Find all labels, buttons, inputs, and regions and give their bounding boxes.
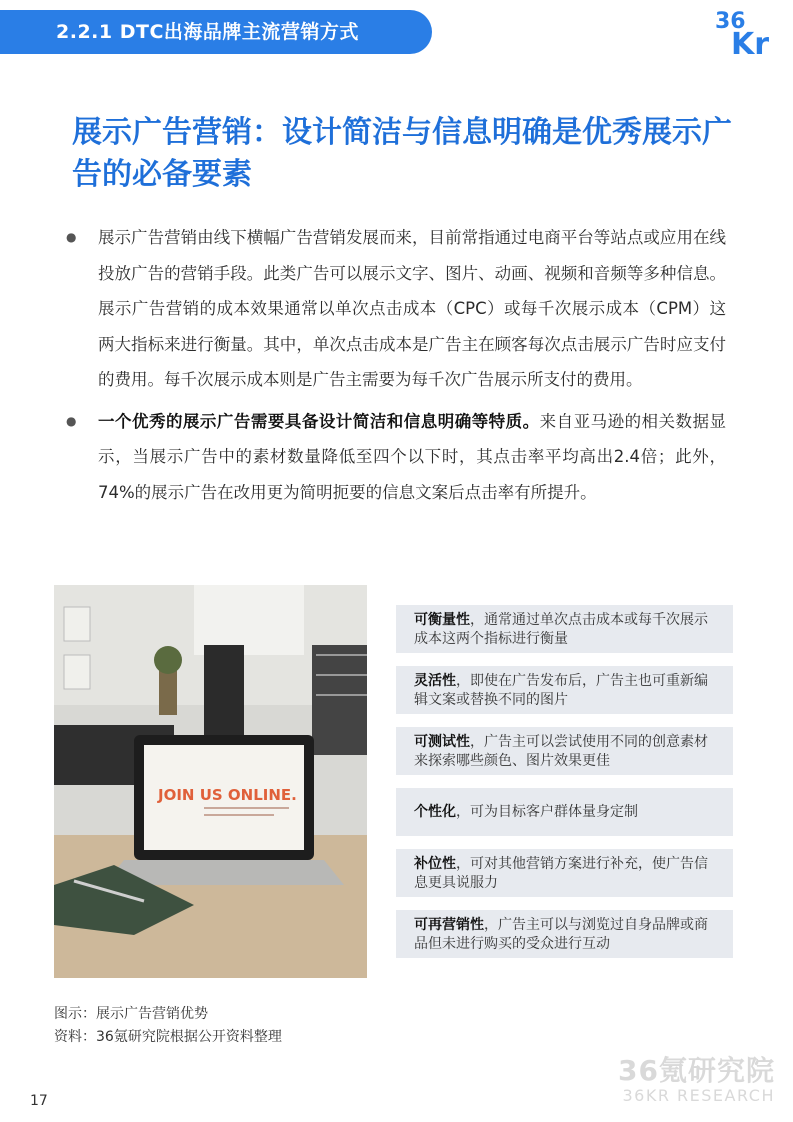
36kr-logo — [693, 4, 793, 56]
advantage-text: ，即使在广告发布后，广告主也可重新编辑文案或替换不同的图片 — [414, 673, 708, 708]
advantage-text: ，可为目标客户群体量身定制 — [456, 803, 638, 820]
bullet-text: 来自亚马逊的相关数据显示，当展示广告中的素材数量降低至四个以下时，其点击率平均高出2.4倍；此外，74%的展示广告在改用更为简明扼要的信息文案后点击率有所提升。 — [98, 411, 727, 502]
bullet-text: 展示广告营销由线下横幅广告营销发展而来，目前常指通过电商平台等站点或应用在线投放广告的营销手段。此类广告可以展示文字、图片、动画、视频和音频等多种信息。展示广告营销的成本效果通常以单次点击成本（CPC）或每千次展示成本（CPM）这两大指标来进行衡量。其中，单次点击成本是广告主在顾客每次点击展示广告时应支付的费用。每千次展示成本则是广告主需要为每千次广告展示所支付的费用。 — [98, 228, 726, 389]
watermark-cn: 36氪研究院 — [618, 1054, 775, 1087]
advantage-card — [396, 727, 733, 775]
advantage-title: 可衡量性 — [414, 612, 470, 628]
laptop-screen-text: JOIN US ONLINE. — [158, 786, 297, 804]
bullet-bold: 一个优秀的展示广告需要具备设计简洁和信息明确等特质。 — [98, 411, 540, 431]
advantage-title: 可再营销性 — [414, 917, 484, 933]
logo-kr: Kr — [731, 27, 770, 56]
section-title: 2.2.1 DTC出海品牌主流营销方式 — [56, 21, 359, 43]
watermark — [618, 1055, 775, 1105]
logo-36: 36 — [715, 9, 746, 34]
page-title: 展示广告营销：设计简洁与信息明确是优秀展示广告的必备要素 — [72, 115, 732, 192]
bullet-list — [66, 220, 726, 516]
bullet-item — [66, 220, 726, 398]
advantage-card — [396, 849, 733, 897]
advantage-cards — [396, 605, 733, 971]
laptop-photo — [54, 585, 367, 978]
figure-caption — [54, 1003, 282, 1049]
advantage-title: 个性化 — [414, 803, 456, 820]
advantage-card — [396, 910, 733, 958]
advantage-title: 补位性 — [414, 856, 456, 872]
bullet-item — [66, 404, 726, 511]
laptop-photo-illustration — [54, 585, 367, 978]
advantage-title: 可测试性 — [414, 734, 470, 750]
advantage-text: ，可对其他营销方案进行补充，使广告信息更具说服力 — [414, 856, 708, 891]
advantage-card — [396, 666, 733, 714]
advantage-text: ，通常通过单次点击成本或每千次展示成本这两个指标进行衡量 — [414, 612, 708, 647]
page-number: 17 — [30, 1093, 48, 1109]
bullet-dot-icon: ● — [66, 413, 77, 428]
advantage-title: 灵活性 — [414, 673, 456, 689]
bullet-dot-icon: ● — [66, 230, 77, 244]
advantage-card — [396, 605, 733, 653]
caption-source: 资料：36氪研究院根据公开资料整理 — [54, 1029, 282, 1045]
advantage-text: ，广告主可以尝试使用不同的创意素材来探索哪些颜色、图片效果更佳 — [414, 734, 708, 769]
advantage-card — [396, 788, 733, 836]
caption-figure: 图示：展示广告营销优势 — [54, 1006, 208, 1022]
watermark-en: 36KR RESEARCH — [622, 1086, 775, 1105]
advantage-text: ，广告主可以与浏览过自身品牌或商品但未进行购买的受众进行互动 — [414, 917, 708, 952]
